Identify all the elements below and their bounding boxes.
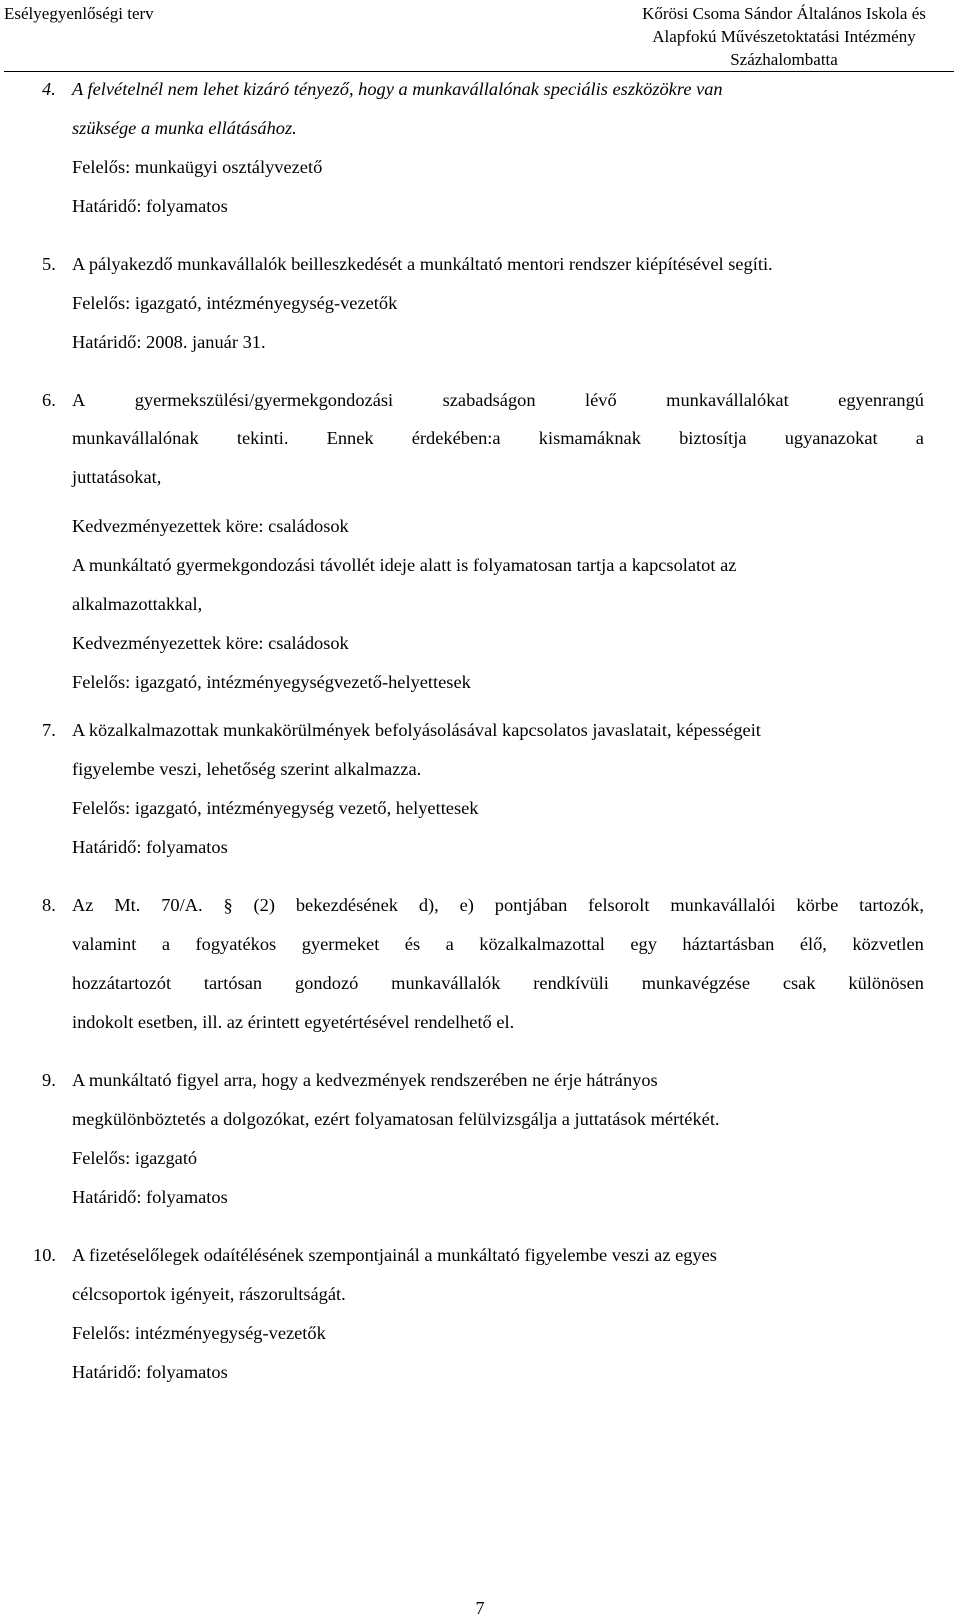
word: felsorolt — [588, 895, 650, 915]
item-10-line1: A fizetéselőlegek odaítélésének szempontjainál a munkáltató figyelembe veszi az egyes — [72, 1245, 717, 1265]
word: A — [72, 390, 86, 410]
item-8-line1 — [72, 893, 924, 917]
item-9-responsible: Felelős: igazgató — [72, 1148, 198, 1168]
item-6-para2-line2: alkalmazottakkal, — [72, 594, 203, 614]
word: Ennek — [326, 428, 374, 448]
item-10-responsible: Felelős: intézményegység-vezetők — [72, 1323, 326, 1343]
item-9-deadline: Határidő: folyamatos — [72, 1187, 228, 1207]
word: biztosítja — [679, 428, 747, 448]
word: lévő — [585, 390, 617, 410]
item-7-line2: figyelembe veszi, lehetőség szerint alkalmazza. — [72, 759, 422, 779]
header-right-institution — [614, 2, 954, 71]
word: § — [223, 895, 233, 915]
item-6-responsible: Felelős: igazgató, intézményegységvezető-helyettesek — [72, 672, 471, 692]
word: munkavégzése — [641, 973, 750, 993]
header-right-line3: Százhalombatta — [730, 50, 838, 69]
word: munkavállalónak — [72, 428, 199, 448]
word: pontjában — [494, 895, 568, 915]
word: a — [445, 934, 454, 954]
item-8-line3 — [72, 971, 924, 995]
item-4-line2: szüksége a munka ellátásához. — [72, 118, 297, 138]
word: közalkalmazottal — [479, 934, 605, 954]
header-divider — [4, 71, 954, 72]
word: e) — [459, 895, 474, 915]
item-5-line1: A pályakezdő munkavállalók beilleszkedését a munkáltató mentori rendszer kiépítésével segíti. — [72, 254, 773, 274]
item-6-para2-line1: A munkáltató gyermekgondozási távollét ideje alatt is folyamatosan tartja a kapcsolatot az — [72, 555, 737, 575]
item-5-responsible: Felelős: igazgató, intézményegység-vezetők — [72, 293, 398, 313]
word: a — [915, 428, 924, 448]
word: tartósan — [203, 973, 263, 993]
item-7-number: 7. — [42, 720, 56, 740]
word: gyermeket — [301, 934, 380, 954]
word: háztartásban — [682, 934, 775, 954]
word: egyenrangú — [838, 390, 924, 410]
item-6-beneficiaries-2: Kedvezményezettek köre: családosok — [72, 633, 349, 653]
word: 70/A. — [161, 895, 203, 915]
word: valamint — [72, 934, 137, 954]
item-6-beneficiaries-1: Kedvezményezettek köre: családosok — [72, 516, 349, 536]
item-10-number: 10. — [33, 1245, 56, 1265]
item-4-line1: A felvételnél nem lehet kizáró tényező, hogy a munkavállalónak speciális eszközökre van — [72, 79, 723, 99]
word: és — [404, 934, 421, 954]
item-9-line2: megkülönböztetés a dolgozókat, ezért folyamatosan felülvizsgálja a juttatások mértékét. — [72, 1109, 720, 1129]
word: munkavállalókat — [666, 390, 789, 410]
item-10-deadline: Határidő: folyamatos — [72, 1362, 228, 1382]
item-8-number: 8. — [42, 895, 56, 915]
item-10-line2: célcsoportok igényeit, rászorultságát. — [72, 1284, 346, 1304]
word: közvetlen — [852, 934, 924, 954]
item-5-deadline: Határidő: 2008. január 31. — [72, 332, 266, 352]
word: (2) — [253, 895, 275, 915]
word: hozzátartozót — [72, 973, 172, 993]
header-left-title: Esélyegyenlőségi terv — [4, 4, 154, 23]
item-8-line4: indokolt esetben, ill. az érintett egyetértésével rendelhető el. — [72, 1012, 515, 1032]
item-7-deadline: Határidő: folyamatos — [72, 837, 228, 857]
word: egy — [630, 934, 657, 954]
word: kismamáknak — [538, 428, 641, 448]
word: Mt. — [114, 895, 141, 915]
word: gyermekszülési/gyermekgondozási — [134, 390, 394, 410]
header-right-line2: Alapfokú Művészetoktatási Intézmény — [652, 27, 916, 46]
word: Az — [72, 895, 94, 915]
word: ugyanazokat — [784, 428, 878, 448]
word: tartozók, — [859, 895, 924, 915]
word: gondozó — [294, 973, 359, 993]
word: különösen — [848, 973, 924, 993]
item-5-number: 5. — [42, 254, 56, 274]
word: rendkívüli — [533, 973, 609, 993]
word: munkavállalók — [391, 973, 501, 993]
item-6-line3: juttatásokat, — [72, 467, 162, 487]
word: fogyatékos — [195, 934, 277, 954]
word: tekinti. — [236, 428, 289, 448]
item-6-line1 — [72, 388, 924, 412]
item-8-line2 — [72, 932, 924, 956]
page-number: 7 — [475, 1598, 485, 1618]
word: csak — [782, 973, 816, 993]
item-9-number: 9. — [42, 1070, 56, 1090]
item-7-line1: A közalkalmazottak munkakörülmények befolyásolásával kapcsolatos javaslatait, képességeit — [72, 720, 761, 740]
item-6-number: 6. — [42, 390, 56, 410]
item-4-number: 4. — [42, 79, 56, 99]
item-4-responsible: Felelős: munkaügyi osztályvezető — [72, 157, 323, 177]
word: munkavállalói — [670, 895, 776, 915]
item-7-responsible: Felelős: igazgató, intézményegység vezető, helyettesek — [72, 798, 479, 818]
word: szabadságon — [442, 390, 536, 410]
word: a — [161, 934, 171, 954]
word: bekezdésének — [295, 895, 398, 915]
header-right-line1: Kőrösi Csoma Sándor Általános Iskola és — [642, 4, 926, 23]
item-6-line2 — [72, 426, 924, 450]
word: élő, — [799, 934, 827, 954]
word: érdekében:a — [411, 428, 501, 448]
word: körbe — [796, 895, 839, 915]
word: d), — [418, 895, 439, 915]
item-4-deadline: Határidő: folyamatos — [72, 196, 228, 216]
item-9-line1: A munkáltató figyel arra, hogy a kedvezmények rendszerében ne érje hátrányos — [72, 1070, 658, 1090]
